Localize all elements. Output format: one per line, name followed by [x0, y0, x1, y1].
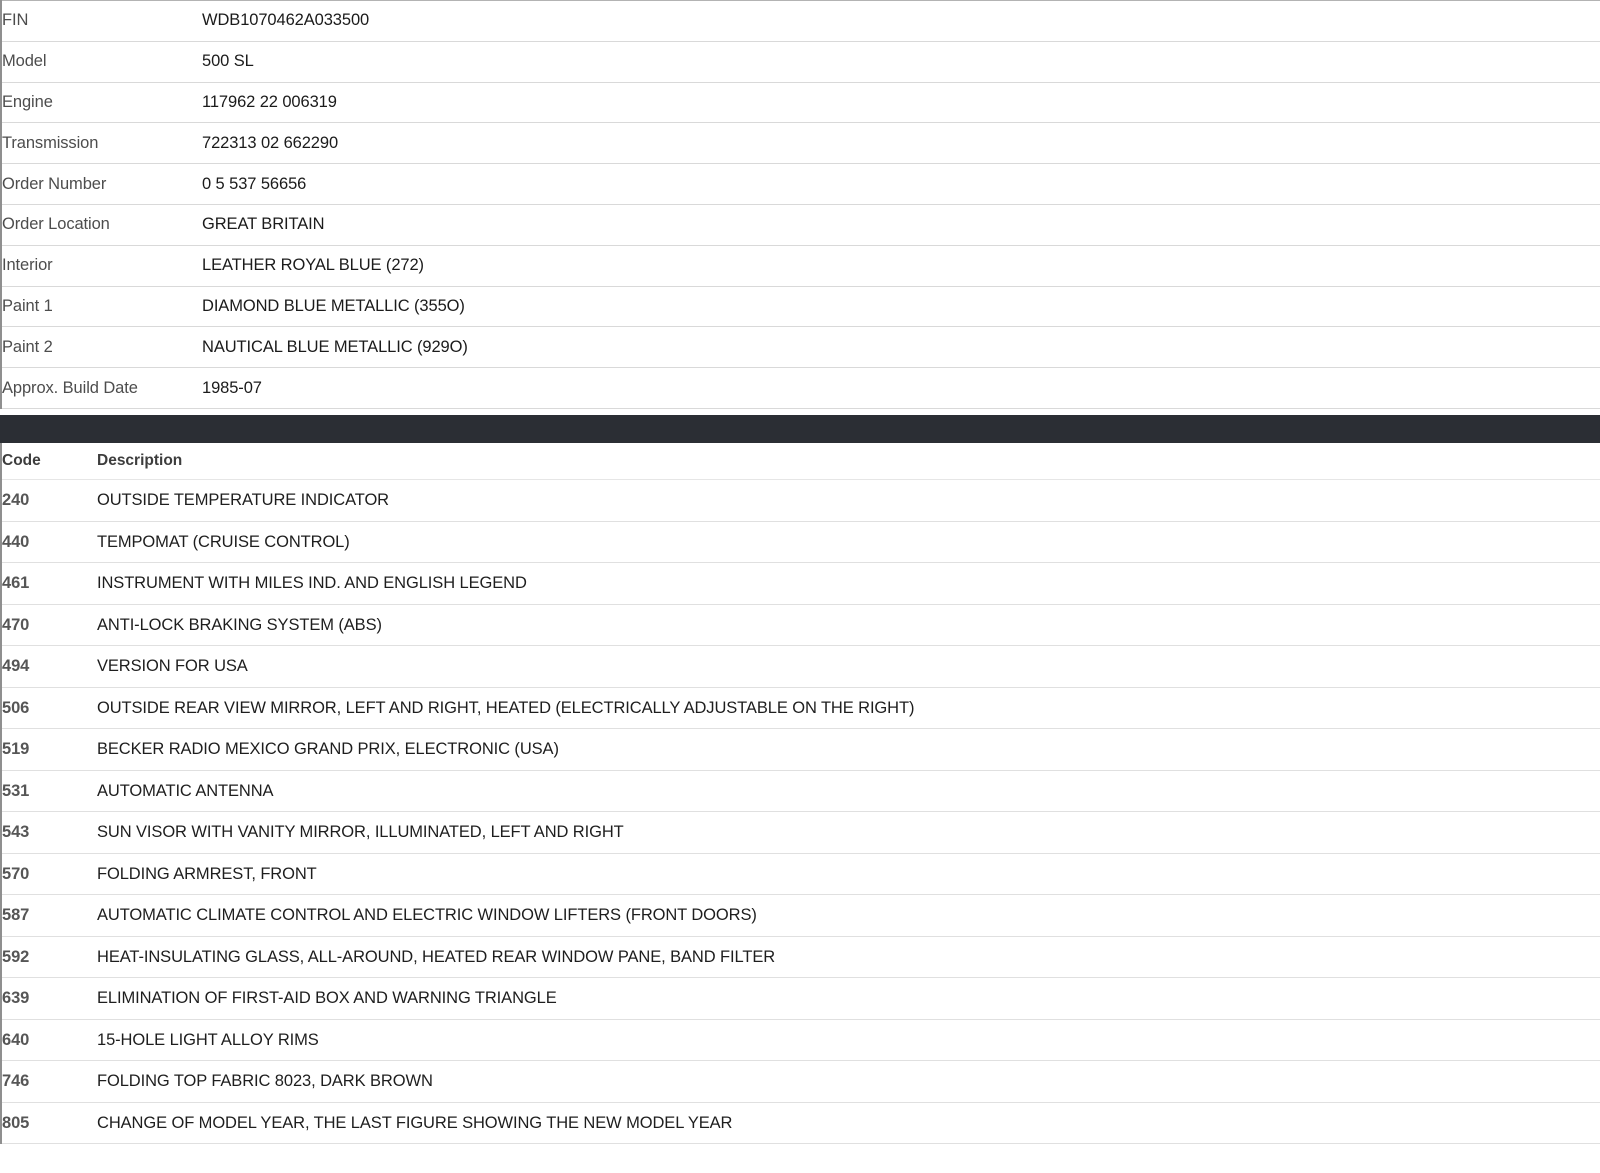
option-description: ANTI-LOCK BRAKING SYSTEM (ABS): [97, 604, 1600, 646]
section-separator-bar: [0, 415, 1600, 443]
option-code-row: [1, 521, 1600, 563]
code-column-header: Code: [1, 443, 97, 480]
spec-label: Model: [1, 41, 202, 82]
spec-value: DIAMOND BLUE METALLIC (355O): [202, 286, 1600, 327]
spec-label: Order Number: [1, 164, 202, 205]
option-code: 494: [1, 646, 97, 688]
option-description: INSTRUMENT WITH MILES IND. AND ENGLISH LEGEND: [97, 563, 1600, 605]
option-code-row: [1, 646, 1600, 688]
spec-label: Interior: [1, 245, 202, 286]
option-code-row: [1, 604, 1600, 646]
option-codes-header: [1, 443, 1600, 480]
codes-header-row: [1, 443, 1600, 480]
description-column-header: Description: [97, 443, 1600, 480]
option-code-row: [1, 563, 1600, 605]
option-description: HEAT-INSULATING GLASS, ALL-AROUND, HEATED REAR WINDOW PANE, BAND FILTER: [97, 936, 1600, 978]
option-code: 639: [1, 978, 97, 1020]
option-codes-body: [1, 480, 1600, 1144]
option-description: ELIMINATION OF FIRST-AID BOX AND WARNING TRIANGLE: [97, 978, 1600, 1020]
spec-label: Paint 2: [1, 327, 202, 368]
option-description: BECKER RADIO MEXICO GRAND PRIX, ELECTRONIC (USA): [97, 729, 1600, 771]
option-codes-table: [0, 443, 1600, 1145]
option-code-row: [1, 729, 1600, 771]
spec-label: FIN: [1, 1, 202, 42]
option-code-row: [1, 1061, 1600, 1103]
option-description: AUTOMATIC ANTENNA: [97, 770, 1600, 812]
spec-label: Order Location: [1, 204, 202, 245]
option-code: 587: [1, 895, 97, 937]
spec-label: Approx. Build Date: [1, 368, 202, 409]
spec-row: [1, 204, 1600, 245]
spec-value: NAUTICAL BLUE METALLIC (929O): [202, 327, 1600, 368]
option-description: 15-HOLE LIGHT ALLOY RIMS: [97, 1019, 1600, 1061]
spec-value: 722313 02 662290: [202, 123, 1600, 164]
spec-row: [1, 286, 1600, 327]
spec-row: [1, 41, 1600, 82]
spec-row: [1, 82, 1600, 123]
spec-label: Transmission: [1, 123, 202, 164]
spec-value: WDB1070462A033500: [202, 1, 1600, 42]
option-code-row: [1, 1102, 1600, 1144]
option-code-row: [1, 978, 1600, 1020]
option-description: AUTOMATIC CLIMATE CONTROL AND ELECTRIC WINDOW LIFTERS (FRONT DOORS): [97, 895, 1600, 937]
option-code: 746: [1, 1061, 97, 1103]
vehicle-info-body: [1, 1, 1600, 409]
vehicle-info-table: [0, 0, 1600, 409]
option-code-row: [1, 1019, 1600, 1061]
spec-value: 0 5 537 56656: [202, 164, 1600, 205]
spec-row: [1, 1, 1600, 42]
option-code-row: [1, 480, 1600, 522]
option-code-row: [1, 853, 1600, 895]
option-code-row: [1, 770, 1600, 812]
option-description: CHANGE OF MODEL YEAR, THE LAST FIGURE SHOWING THE NEW MODEL YEAR: [97, 1102, 1600, 1144]
option-code: 240: [1, 480, 97, 522]
spec-row: [1, 368, 1600, 409]
option-code-row: [1, 936, 1600, 978]
spec-row: [1, 123, 1600, 164]
option-description: FOLDING TOP FABRIC 8023, DARK BROWN: [97, 1061, 1600, 1103]
option-description: OUTSIDE REAR VIEW MIRROR, LEFT AND RIGHT, HEATED (ELECTRICALLY ADJUSTABLE ON THE RIGHT): [97, 687, 1600, 729]
option-description: SUN VISOR WITH VANITY MIRROR, ILLUMINATED, LEFT AND RIGHT: [97, 812, 1600, 854]
option-code-row: [1, 895, 1600, 937]
option-code-row: [1, 687, 1600, 729]
option-description: TEMPOMAT (CRUISE CONTROL): [97, 521, 1600, 563]
option-code: 461: [1, 563, 97, 605]
spec-label: Paint 1: [1, 286, 202, 327]
option-code: 506: [1, 687, 97, 729]
option-description: FOLDING ARMREST, FRONT: [97, 853, 1600, 895]
spec-row: [1, 245, 1600, 286]
spec-value: 500 SL: [202, 41, 1600, 82]
option-code: 640: [1, 1019, 97, 1061]
option-code: 440: [1, 521, 97, 563]
option-code: 470: [1, 604, 97, 646]
option-description: VERSION FOR USA: [97, 646, 1600, 688]
option-code: 519: [1, 729, 97, 771]
spec-value: 1985-07: [202, 368, 1600, 409]
option-code: 570: [1, 853, 97, 895]
option-code-row: [1, 812, 1600, 854]
spec-value: 117962 22 006319: [202, 82, 1600, 123]
spec-value: GREAT BRITAIN: [202, 204, 1600, 245]
option-code: 805: [1, 1102, 97, 1144]
option-code: 592: [1, 936, 97, 978]
option-description: OUTSIDE TEMPERATURE INDICATOR: [97, 480, 1600, 522]
spec-value: LEATHER ROYAL BLUE (272): [202, 245, 1600, 286]
option-code: 543: [1, 812, 97, 854]
spec-label: Engine: [1, 82, 202, 123]
spec-row: [1, 327, 1600, 368]
spec-row: [1, 164, 1600, 205]
option-code: 531: [1, 770, 97, 812]
